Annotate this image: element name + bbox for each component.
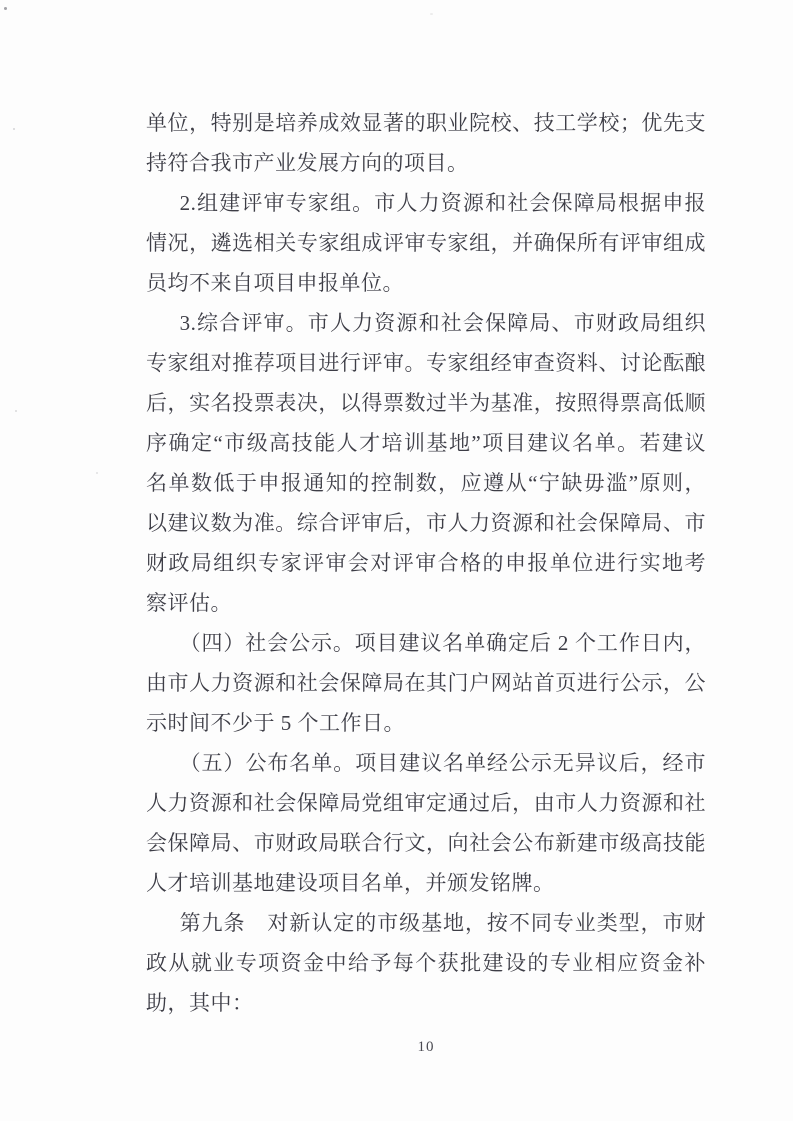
paragraph [146,903,706,1023]
text-line: 政从就业专项资金中给予每个获批建设的专业相应资金补 [146,951,706,975]
text-line: 助，其中： [146,991,254,1015]
text-line: 单位，特别是培养成效显著的职业院校、技工学校；优先支 [146,111,706,135]
text-line: 人力资源和社会保障局党组审定通过后，由市人力资源和社 [146,791,706,815]
scan-speck [13,128,15,130]
text-line: 由市人力资源和社会保障局在其门户网站首页进行公示，公 [146,671,706,695]
text-line: 以建议数为准。综合评审后，市人力资源和社会保障局、市 [146,511,706,535]
page-footer [146,1038,706,1056]
scan-speck [430,13,433,15]
text-line: 名单数低于申报通知的控制数，应遵从“宁缺毋滥”原则， [146,471,706,495]
text-line: 人才培训基地建设项目名单，并颁发铭牌。 [146,871,555,895]
paragraph [146,183,706,303]
scan-speck [96,472,98,474]
document-body [146,103,706,1023]
text-line: 序确定“市级高技能人才培训基地”项目建议名单。若建议 [146,431,706,455]
text-line: （四）社会公示。项目建议名单确定后 2 个工作日内， [179,631,706,655]
text-line: 财政局组织专家评审会对评审合格的申报单位进行实地考 [146,551,706,575]
text-line: 第九条 对新认定的市级基地，按不同专业类型，市财 [179,911,706,935]
text-line: 会保障局、市财政局联合行文，向社会公布新建市级高技能 [146,831,706,855]
text-line: 察评估。 [146,591,232,615]
text-line: 示时间不少于 5 个工作日。 [146,711,405,735]
text-line: 2.组建评审专家组。市人力资源和社会保障局根据申报 [179,191,706,215]
scan-speck [4,7,7,10]
text-line: （五）公布名单。项目建议名单经公示无异议后，经市 [179,751,706,775]
text-line: 情况，遴选相关专家组成评审专家组，并确保所有评审组成 [146,231,706,255]
text-line: 后，实名投票表决，以得票数过半为基准，按照得票高低顺 [146,391,706,415]
paragraph [146,743,706,903]
text-line: 3.综合评审。市人力资源和社会保障局、市财政局组织 [179,311,706,335]
paragraph [146,103,706,183]
text-line: 持符合我市产业发展方向的项目。 [146,151,469,175]
text-line: 专家组对推荐项目进行评审。专家组经审查资料、讨论酝酿 [146,351,706,375]
paragraph [146,623,706,743]
paragraph [146,303,706,623]
text-line: 员均不来自项目申报单位。 [146,271,404,295]
page-number: 10 [417,1039,435,1055]
scan-speck [15,410,17,412]
